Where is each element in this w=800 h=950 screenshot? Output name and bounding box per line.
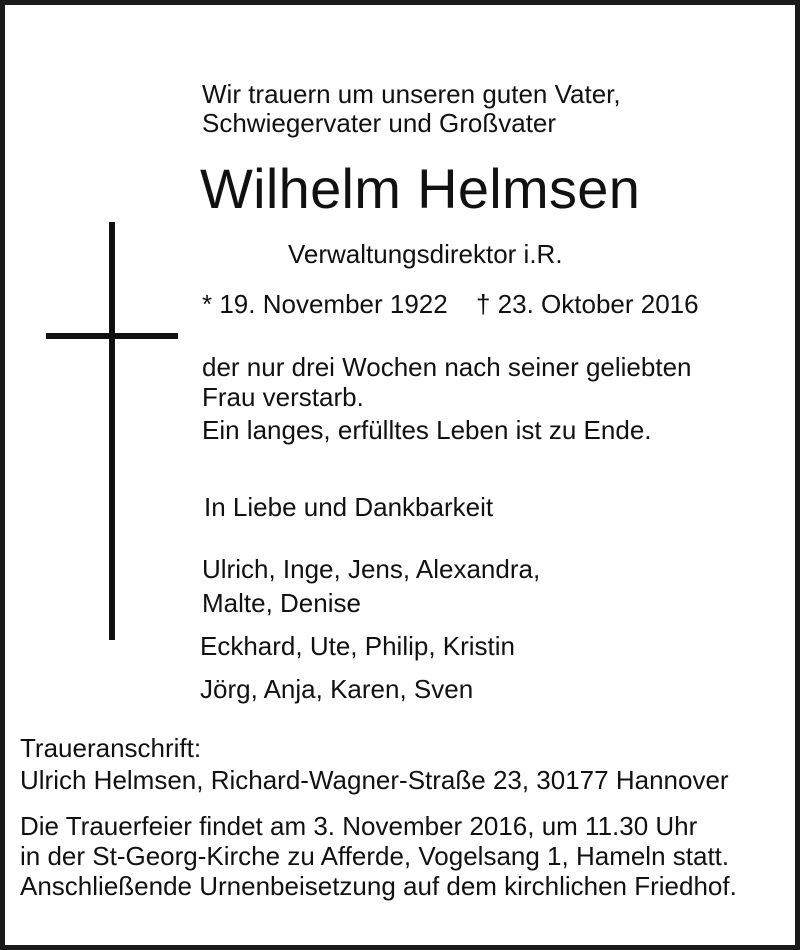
- family-line-2: Malte, Denise: [202, 588, 361, 618]
- death-date: † 23. Oktober 2016: [476, 289, 699, 319]
- intro-line-1: Wir trauern um unseren guten Vater,: [202, 79, 621, 109]
- cross-horizontal-bar: [46, 333, 178, 339]
- note-line-2: Frau verstarb.: [202, 382, 364, 412]
- note-line-1: der nur drei Wochen nach seiner geliebten: [202, 352, 692, 382]
- note-line-3: Ein langes, erfülltes Leben ist zu Ende.: [202, 415, 652, 445]
- family-line-1: Ulrich, Inge, Jens, Alexandra,: [202, 554, 541, 584]
- family-line-4: Jörg, Anja, Karen, Sven: [200, 674, 474, 704]
- love-line: In Liebe und Dankbarkeit: [204, 492, 494, 522]
- cross-vertical-bar: [109, 222, 115, 640]
- birth-date: * 19. November 1922: [202, 289, 448, 319]
- deceased-title: Verwaltungsdirektor i.R.: [288, 239, 563, 269]
- address-label: Traueranschrift:: [20, 733, 202, 763]
- address-line: Ulrich Helmsen, Richard-Wagner-Straße 23, 30177 Hannover: [20, 765, 729, 795]
- family-line-3: Eckhard, Ute, Philip, Kristin: [200, 631, 516, 661]
- intro-line-2: Schwiegervater und Großvater: [202, 108, 557, 138]
- ceremony-line-1: Die Trauerfeier findet am 3. November 2016, um 11.30 Uhr: [20, 811, 698, 841]
- deceased-name: Wilhelm Helmsen: [200, 157, 641, 220]
- ceremony-line-2: in der St-Georg-Kirche zu Afferde, Vogelsang 1, Hameln statt.: [20, 841, 730, 871]
- ceremony-line-3: Anschließende Urnenbeisetzung auf dem kirchlichen Friedhof.: [20, 871, 737, 901]
